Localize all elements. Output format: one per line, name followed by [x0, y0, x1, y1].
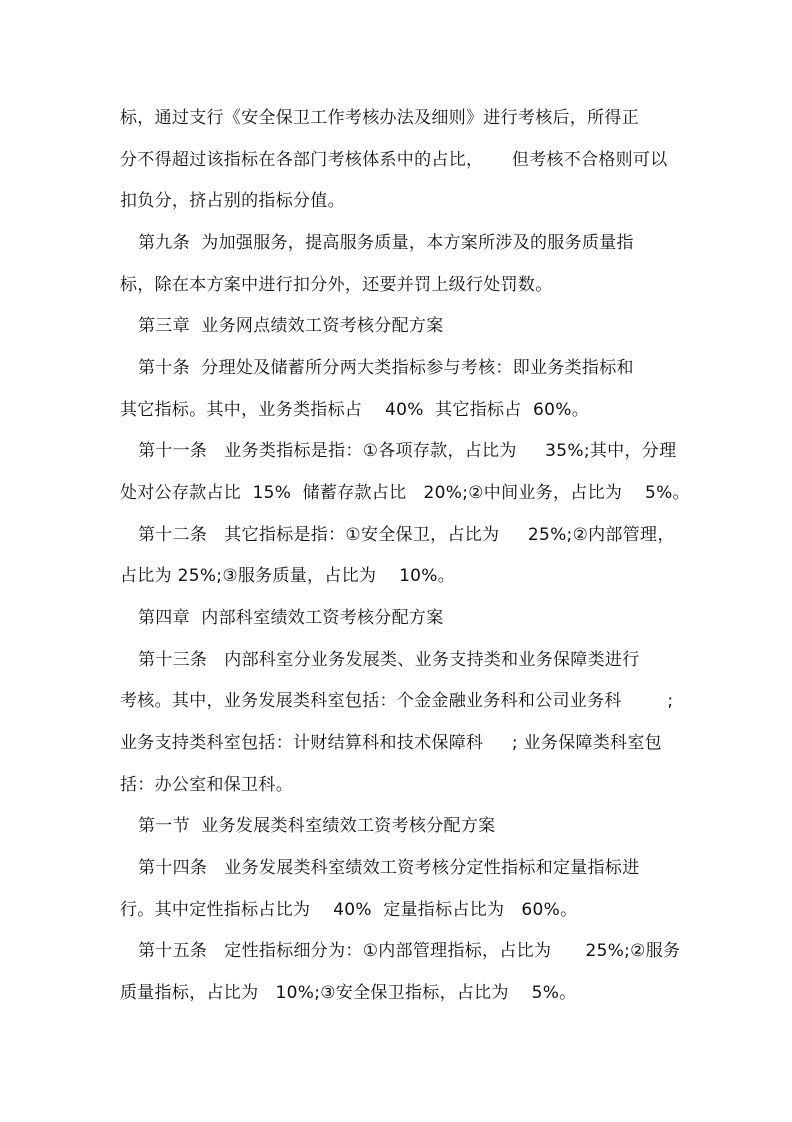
paragraph-line: 行。其中定性指标占比为 40% 定量指标占比为 60%。 — [120, 900, 578, 920]
paragraph-line: 处对公存款占比 15% 储蓄存款占比 20%;②中间业务，占比为 5%。 — [120, 483, 690, 503]
paragraph-line: 第十五条 定性指标细分为：①内部管理指标，占比为 25%;②服务 — [138, 941, 681, 961]
paragraph-line: 标，除在本方案中进行扣分外，还要并罚上级行处罚数。 — [120, 275, 553, 295]
chapter-heading: 第四章 内部科室绩效工资考核分配方案 — [138, 608, 444, 628]
paragraph-line: 第十四条 业务发展类科室绩效工资考核分定性指标和定量指标进 — [138, 858, 640, 878]
paragraph-line: 其它指标。其中，业务类指标占 40% 其它指标占 60%。 — [120, 400, 589, 420]
paragraph-line: 第十条 分理处及储蓄所分两大类指标参与考核：即业务类指标和 — [138, 358, 634, 378]
paragraph-line: 分不得超过该指标在各部门考核体系中的占比， 但考核不合格则可以 — [120, 150, 668, 170]
paragraph-line: 第十三条 内部科室分业务发展类、业务支持类和业务保障类进行 — [138, 650, 640, 670]
paragraph-line: 第十一条 业务类指标是指：①各项存款，占比为 35%;其中，分理 — [138, 441, 677, 461]
section-heading: 第一节 业务发展类科室绩效工资考核分配方案 — [138, 816, 496, 836]
paragraph-line: 括：办公室和保卫科。 — [120, 775, 293, 795]
paragraph-line: 第九条 为加强服务，提高服务质量，本方案所涉及的服务质量指 — [138, 233, 634, 253]
paragraph-line: 质量指标，占比为 10%;③安全保卫指标，占比为 5%。 — [120, 983, 577, 1003]
chapter-heading: 第三章 业务网点绩效工资考核分配方案 — [138, 316, 444, 336]
paragraph-line: 考核。其中，业务发展类科室包括：个金金融业务科和公司业务科 ; — [120, 691, 674, 711]
paragraph-line: 占比为 25%;③服务质量，占比为 10%。 — [120, 566, 456, 586]
paragraph-line: 标，通过支行《安全保卫工作考核办法及细则》进行考核后，所得正 — [120, 108, 639, 128]
paragraph-line: 业务支持类科室包括：计财结算科和技术保障科 ; 业务保障类科室包 — [120, 733, 662, 753]
paragraph-line: 第十二条 其它指标是指：①安全保卫，占比为 25%;②内部管理， — [138, 525, 675, 545]
paragraph-line: 扣负分，挤占别的指标分值。 — [120, 191, 345, 211]
